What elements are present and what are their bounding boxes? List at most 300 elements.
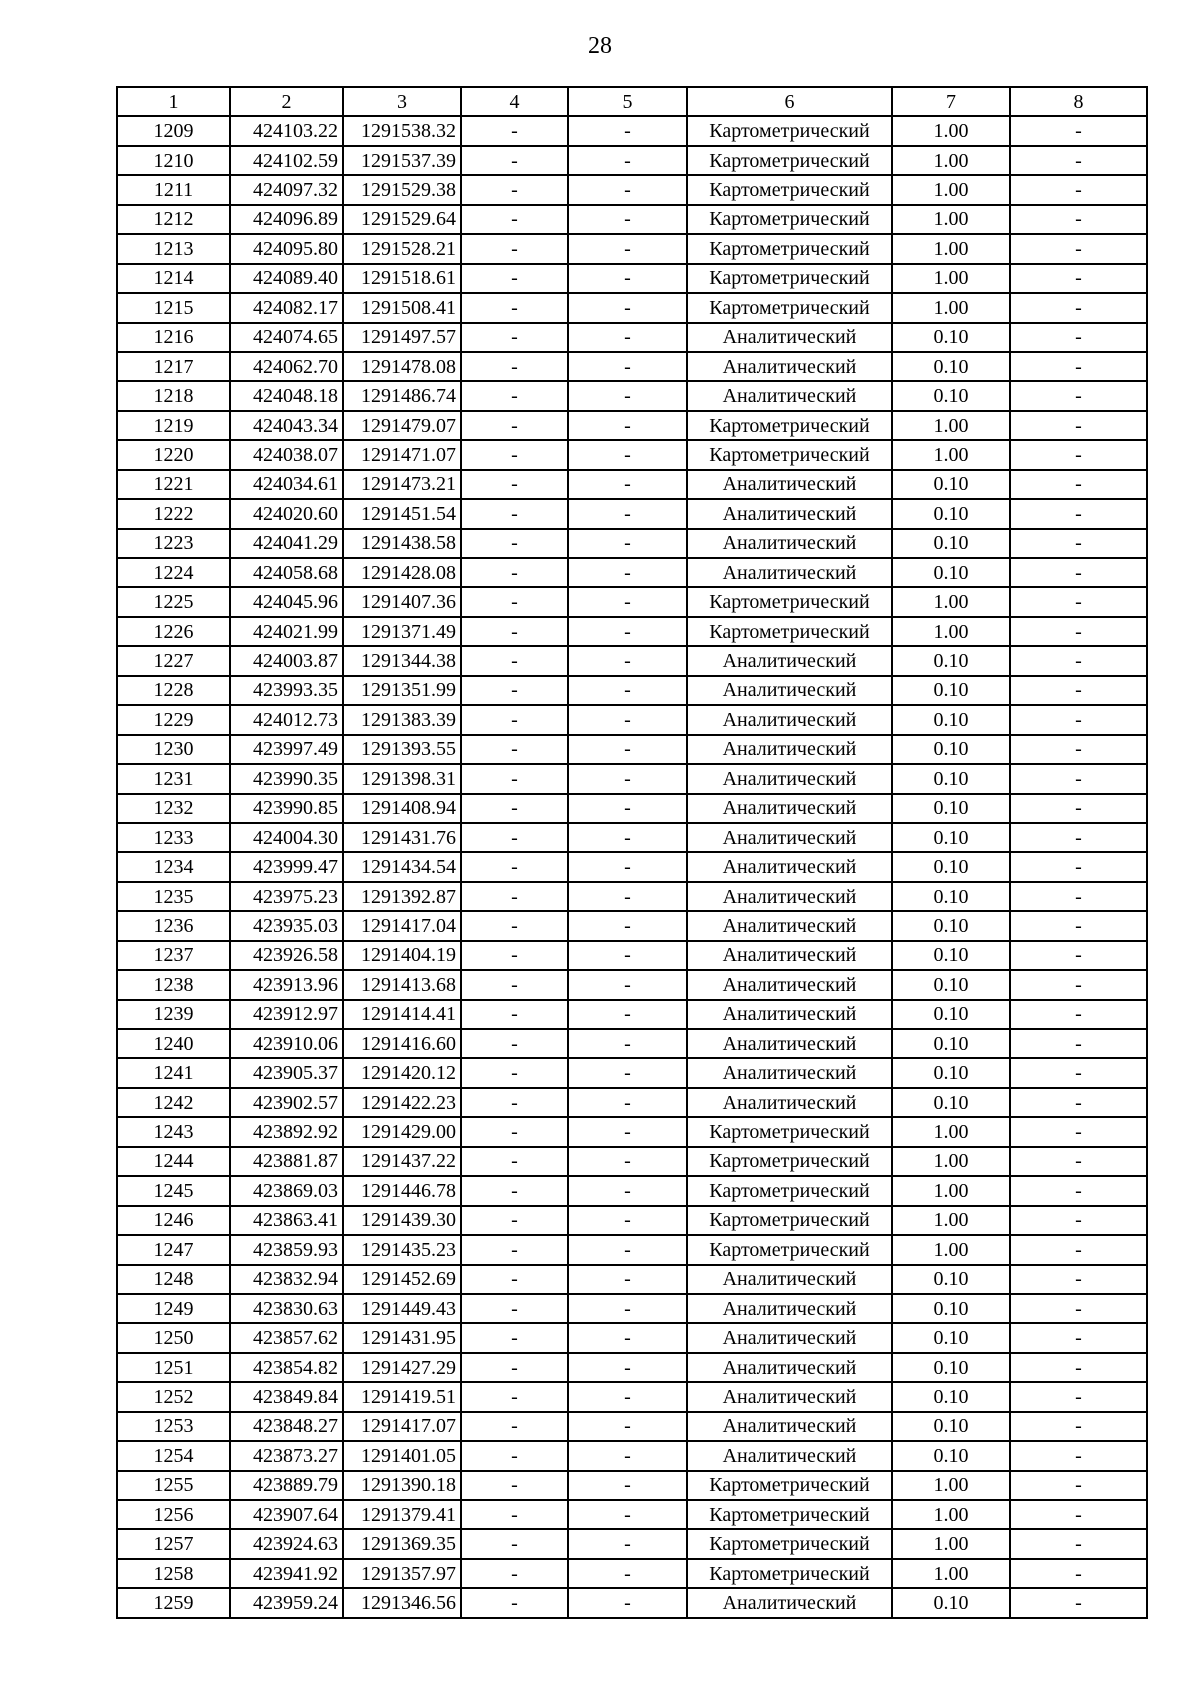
col4-cell: - bbox=[461, 1294, 568, 1323]
x-coordinate-cell: 423905.37 bbox=[230, 1058, 343, 1087]
method-cell: Аналитический bbox=[687, 911, 892, 940]
col8-cell: - bbox=[1010, 764, 1147, 793]
x-coordinate-cell: 423859.93 bbox=[230, 1235, 343, 1264]
table-row bbox=[117, 1500, 1147, 1529]
point-number-cell: 1245 bbox=[117, 1176, 230, 1205]
col5-cell: - bbox=[568, 823, 687, 852]
point-number-cell: 1253 bbox=[117, 1412, 230, 1441]
col8-cell: - bbox=[1010, 646, 1147, 675]
col4-cell: - bbox=[461, 1088, 568, 1117]
table-row bbox=[117, 1529, 1147, 1558]
y-coordinate-cell: 1291420.12 bbox=[343, 1058, 461, 1087]
y-coordinate-cell: 1291529.38 bbox=[343, 175, 461, 204]
y-coordinate-cell: 1291379.41 bbox=[343, 1500, 461, 1529]
x-coordinate-cell: 424082.17 bbox=[230, 293, 343, 322]
table-row bbox=[117, 1029, 1147, 1058]
method-cell: Картометрический bbox=[687, 116, 892, 145]
point-number-cell: 1224 bbox=[117, 558, 230, 587]
accuracy-cell: 1.00 bbox=[892, 116, 1010, 145]
accuracy-cell: 0.10 bbox=[892, 970, 1010, 999]
col4-cell: - bbox=[461, 1353, 568, 1382]
point-number-cell: 1215 bbox=[117, 293, 230, 322]
col5-cell: - bbox=[568, 1529, 687, 1558]
col8-cell: - bbox=[1010, 794, 1147, 823]
table-row bbox=[117, 1294, 1147, 1323]
accuracy-cell: 1.00 bbox=[892, 587, 1010, 616]
table-body bbox=[117, 116, 1147, 1617]
table-row bbox=[117, 1471, 1147, 1500]
y-coordinate-cell: 1291414.41 bbox=[343, 1000, 461, 1029]
x-coordinate-cell: 423910.06 bbox=[230, 1029, 343, 1058]
col8-cell: - bbox=[1010, 1088, 1147, 1117]
y-coordinate-cell: 1291371.49 bbox=[343, 617, 461, 646]
col5-cell: - bbox=[568, 293, 687, 322]
x-coordinate-cell: 423854.82 bbox=[230, 1353, 343, 1382]
accuracy-cell: 1.00 bbox=[892, 1147, 1010, 1176]
method-cell: Аналитический bbox=[687, 970, 892, 999]
method-cell: Аналитический bbox=[687, 1000, 892, 1029]
y-coordinate-cell: 1291446.78 bbox=[343, 1176, 461, 1205]
x-coordinate-cell: 423941.92 bbox=[230, 1559, 343, 1588]
col5-cell: - bbox=[568, 764, 687, 793]
x-coordinate-cell: 423830.63 bbox=[230, 1294, 343, 1323]
table-row bbox=[117, 587, 1147, 616]
col4-cell: - bbox=[461, 499, 568, 528]
col4-cell: - bbox=[461, 1500, 568, 1529]
col5-cell: - bbox=[568, 1559, 687, 1588]
col8-cell: - bbox=[1010, 970, 1147, 999]
col8-cell: - bbox=[1010, 352, 1147, 381]
col4-cell: - bbox=[461, 1147, 568, 1176]
col4-cell: - bbox=[461, 440, 568, 469]
method-cell: Аналитический bbox=[687, 646, 892, 675]
col5-cell: - bbox=[568, 1176, 687, 1205]
col4-cell: - bbox=[461, 823, 568, 852]
point-number-cell: 1209 bbox=[117, 116, 230, 145]
method-cell: Аналитический bbox=[687, 1323, 892, 1352]
method-cell: Аналитический bbox=[687, 764, 892, 793]
y-coordinate-cell: 1291417.07 bbox=[343, 1412, 461, 1441]
table-row bbox=[117, 1588, 1147, 1617]
table-row bbox=[117, 794, 1147, 823]
point-number-cell: 1235 bbox=[117, 882, 230, 911]
method-cell: Аналитический bbox=[687, 823, 892, 852]
col5-cell: - bbox=[568, 941, 687, 970]
table-row bbox=[117, 352, 1147, 381]
y-coordinate-cell: 1291429.00 bbox=[343, 1117, 461, 1146]
col8-cell: - bbox=[1010, 1000, 1147, 1029]
table-row bbox=[117, 1382, 1147, 1411]
y-coordinate-cell: 1291537.39 bbox=[343, 146, 461, 175]
point-number-cell: 1251 bbox=[117, 1353, 230, 1382]
table-row bbox=[117, 1117, 1147, 1146]
x-coordinate-cell: 424021.99 bbox=[230, 617, 343, 646]
accuracy-cell: 0.10 bbox=[892, 558, 1010, 587]
x-coordinate-cell: 423832.94 bbox=[230, 1265, 343, 1294]
table-row bbox=[117, 1088, 1147, 1117]
x-coordinate-cell: 424034.61 bbox=[230, 470, 343, 499]
column-header-3: 3 bbox=[343, 87, 461, 116]
col5-cell: - bbox=[568, 1500, 687, 1529]
method-cell: Аналитический bbox=[687, 794, 892, 823]
method-cell: Картометрический bbox=[687, 205, 892, 234]
col5-cell: - bbox=[568, 1235, 687, 1264]
col8-cell: - bbox=[1010, 705, 1147, 734]
accuracy-cell: 1.00 bbox=[892, 1529, 1010, 1558]
x-coordinate-cell: 424038.07 bbox=[230, 440, 343, 469]
table-row bbox=[117, 1265, 1147, 1294]
y-coordinate-cell: 1291435.23 bbox=[343, 1235, 461, 1264]
table-row bbox=[117, 293, 1147, 322]
point-number-cell: 1242 bbox=[117, 1088, 230, 1117]
y-coordinate-cell: 1291508.41 bbox=[343, 293, 461, 322]
col4-cell: - bbox=[461, 970, 568, 999]
accuracy-cell: 0.10 bbox=[892, 1323, 1010, 1352]
col4-cell: - bbox=[461, 1529, 568, 1558]
col4-cell: - bbox=[461, 1265, 568, 1294]
col5-cell: - bbox=[568, 1147, 687, 1176]
col4-cell: - bbox=[461, 705, 568, 734]
col4-cell: - bbox=[461, 852, 568, 881]
y-coordinate-cell: 1291479.07 bbox=[343, 411, 461, 440]
x-coordinate-cell: 424103.22 bbox=[230, 116, 343, 145]
col4-cell: - bbox=[461, 1058, 568, 1087]
y-coordinate-cell: 1291473.21 bbox=[343, 470, 461, 499]
table-row bbox=[117, 911, 1147, 940]
method-cell: Аналитический bbox=[687, 529, 892, 558]
x-coordinate-cell: 423857.62 bbox=[230, 1323, 343, 1352]
col5-cell: - bbox=[568, 587, 687, 616]
table-row bbox=[117, 1206, 1147, 1235]
col5-cell: - bbox=[568, 175, 687, 204]
y-coordinate-cell: 1291449.43 bbox=[343, 1294, 461, 1323]
col4-cell: - bbox=[461, 352, 568, 381]
y-coordinate-cell: 1291393.55 bbox=[343, 735, 461, 764]
accuracy-cell: 0.10 bbox=[892, 705, 1010, 734]
col5-cell: - bbox=[568, 1058, 687, 1087]
method-cell: Картометрический bbox=[687, 1529, 892, 1558]
method-cell: Аналитический bbox=[687, 1029, 892, 1058]
col8-cell: - bbox=[1010, 470, 1147, 499]
col5-cell: - bbox=[568, 440, 687, 469]
col8-cell: - bbox=[1010, 882, 1147, 911]
accuracy-cell: 0.10 bbox=[892, 1353, 1010, 1382]
col8-cell: - bbox=[1010, 1206, 1147, 1235]
point-number-cell: 1219 bbox=[117, 411, 230, 440]
col5-cell: - bbox=[568, 1412, 687, 1441]
x-coordinate-cell: 423924.63 bbox=[230, 1529, 343, 1558]
table-row bbox=[117, 1412, 1147, 1441]
table-row bbox=[117, 1000, 1147, 1029]
col5-cell: - bbox=[568, 1088, 687, 1117]
col8-cell: - bbox=[1010, 676, 1147, 705]
col8-cell: - bbox=[1010, 1176, 1147, 1205]
x-coordinate-cell: 423926.58 bbox=[230, 941, 343, 970]
col8-cell: - bbox=[1010, 1353, 1147, 1382]
y-coordinate-cell: 1291408.94 bbox=[343, 794, 461, 823]
col8-cell: - bbox=[1010, 1588, 1147, 1617]
table-row bbox=[117, 705, 1147, 734]
table-row bbox=[117, 146, 1147, 175]
col5-cell: - bbox=[568, 1000, 687, 1029]
point-number-cell: 1230 bbox=[117, 735, 230, 764]
point-number-cell: 1232 bbox=[117, 794, 230, 823]
method-cell: Аналитический bbox=[687, 1058, 892, 1087]
col8-cell: - bbox=[1010, 234, 1147, 263]
col8-cell: - bbox=[1010, 911, 1147, 940]
column-header-7: 7 bbox=[892, 87, 1010, 116]
y-coordinate-cell: 1291383.39 bbox=[343, 705, 461, 734]
accuracy-cell: 1.00 bbox=[892, 1235, 1010, 1264]
point-number-cell: 1231 bbox=[117, 764, 230, 793]
y-coordinate-cell: 1291452.69 bbox=[343, 1265, 461, 1294]
accuracy-cell: 0.10 bbox=[892, 735, 1010, 764]
point-number-cell: 1247 bbox=[117, 1235, 230, 1264]
y-coordinate-cell: 1291422.23 bbox=[343, 1088, 461, 1117]
col5-cell: - bbox=[568, 1471, 687, 1500]
table-row bbox=[117, 234, 1147, 263]
y-coordinate-cell: 1291417.04 bbox=[343, 911, 461, 940]
accuracy-cell: 0.10 bbox=[892, 1058, 1010, 1087]
col5-cell: - bbox=[568, 911, 687, 940]
y-coordinate-cell: 1291451.54 bbox=[343, 499, 461, 528]
y-coordinate-cell: 1291434.54 bbox=[343, 852, 461, 881]
method-cell: Картометрический bbox=[687, 1147, 892, 1176]
x-coordinate-cell: 424095.80 bbox=[230, 234, 343, 263]
col4-cell: - bbox=[461, 1441, 568, 1470]
col5-cell: - bbox=[568, 558, 687, 587]
accuracy-cell: 0.10 bbox=[892, 470, 1010, 499]
accuracy-cell: 0.10 bbox=[892, 499, 1010, 528]
col5-cell: - bbox=[568, 470, 687, 499]
col8-cell: - bbox=[1010, 1147, 1147, 1176]
point-number-cell: 1213 bbox=[117, 234, 230, 263]
col5-cell: - bbox=[568, 1382, 687, 1411]
x-coordinate-cell: 423889.79 bbox=[230, 1471, 343, 1500]
col5-cell: - bbox=[568, 1588, 687, 1617]
table-row bbox=[117, 411, 1147, 440]
point-number-cell: 1217 bbox=[117, 352, 230, 381]
y-coordinate-cell: 1291413.68 bbox=[343, 970, 461, 999]
table-row bbox=[117, 882, 1147, 911]
col8-cell: - bbox=[1010, 440, 1147, 469]
point-number-cell: 1259 bbox=[117, 1588, 230, 1617]
table-row bbox=[117, 264, 1147, 293]
col4-cell: - bbox=[461, 1117, 568, 1146]
accuracy-cell: 0.10 bbox=[892, 794, 1010, 823]
col4-cell: - bbox=[461, 764, 568, 793]
point-number-cell: 1227 bbox=[117, 646, 230, 675]
x-coordinate-cell: 423975.23 bbox=[230, 882, 343, 911]
x-coordinate-cell: 424041.29 bbox=[230, 529, 343, 558]
y-coordinate-cell: 1291431.95 bbox=[343, 1323, 461, 1352]
col8-cell: - bbox=[1010, 411, 1147, 440]
accuracy-cell: 0.10 bbox=[892, 529, 1010, 558]
col5-cell: - bbox=[568, 1353, 687, 1382]
method-cell: Аналитический bbox=[687, 558, 892, 587]
point-number-cell: 1241 bbox=[117, 1058, 230, 1087]
method-cell: Картометрический bbox=[687, 293, 892, 322]
accuracy-cell: 0.10 bbox=[892, 823, 1010, 852]
method-cell: Картометрический bbox=[687, 1471, 892, 1500]
col8-cell: - bbox=[1010, 823, 1147, 852]
point-number-cell: 1221 bbox=[117, 470, 230, 499]
method-cell: Аналитический bbox=[687, 1294, 892, 1323]
accuracy-cell: 0.10 bbox=[892, 941, 1010, 970]
point-number-cell: 1220 bbox=[117, 440, 230, 469]
col8-cell: - bbox=[1010, 587, 1147, 616]
col4-cell: - bbox=[461, 587, 568, 616]
col8-cell: - bbox=[1010, 293, 1147, 322]
accuracy-cell: 1.00 bbox=[892, 175, 1010, 204]
method-cell: Аналитический bbox=[687, 1412, 892, 1441]
col5-cell: - bbox=[568, 1117, 687, 1146]
point-number-cell: 1254 bbox=[117, 1441, 230, 1470]
method-cell: Картометрический bbox=[687, 146, 892, 175]
point-number-cell: 1248 bbox=[117, 1265, 230, 1294]
y-coordinate-cell: 1291439.30 bbox=[343, 1206, 461, 1235]
accuracy-cell: 0.10 bbox=[892, 1412, 1010, 1441]
x-coordinate-cell: 423869.03 bbox=[230, 1176, 343, 1205]
x-coordinate-cell: 423881.87 bbox=[230, 1147, 343, 1176]
accuracy-cell: 0.10 bbox=[892, 323, 1010, 352]
table-row bbox=[117, 764, 1147, 793]
col5-cell: - bbox=[568, 1294, 687, 1323]
col8-cell: - bbox=[1010, 323, 1147, 352]
x-coordinate-cell: 424102.59 bbox=[230, 146, 343, 175]
y-coordinate-cell: 1291369.35 bbox=[343, 1529, 461, 1558]
x-coordinate-cell: 423935.03 bbox=[230, 911, 343, 940]
accuracy-cell: 1.00 bbox=[892, 293, 1010, 322]
y-coordinate-cell: 1291344.38 bbox=[343, 646, 461, 675]
point-number-cell: 1212 bbox=[117, 205, 230, 234]
col8-cell: - bbox=[1010, 1500, 1147, 1529]
x-coordinate-cell: 423848.27 bbox=[230, 1412, 343, 1441]
table-row bbox=[117, 499, 1147, 528]
x-coordinate-cell: 423849.84 bbox=[230, 1382, 343, 1411]
x-coordinate-cell: 424004.30 bbox=[230, 823, 343, 852]
x-coordinate-cell: 423873.27 bbox=[230, 1441, 343, 1470]
method-cell: Картометрический bbox=[687, 1117, 892, 1146]
x-coordinate-cell: 424003.87 bbox=[230, 646, 343, 675]
y-coordinate-cell: 1291404.19 bbox=[343, 941, 461, 970]
y-coordinate-cell: 1291392.87 bbox=[343, 882, 461, 911]
method-cell: Аналитический bbox=[687, 1382, 892, 1411]
col5-cell: - bbox=[568, 794, 687, 823]
point-number-cell: 1228 bbox=[117, 676, 230, 705]
col5-cell: - bbox=[568, 116, 687, 145]
y-coordinate-cell: 1291416.60 bbox=[343, 1029, 461, 1058]
method-cell: Картометрический bbox=[687, 234, 892, 263]
x-coordinate-cell: 423892.92 bbox=[230, 1117, 343, 1146]
col4-cell: - bbox=[461, 146, 568, 175]
col4-cell: - bbox=[461, 175, 568, 204]
y-coordinate-cell: 1291529.64 bbox=[343, 205, 461, 234]
method-cell: Аналитический bbox=[687, 852, 892, 881]
method-cell: Аналитический bbox=[687, 1265, 892, 1294]
col8-cell: - bbox=[1010, 264, 1147, 293]
x-coordinate-cell: 424074.65 bbox=[230, 323, 343, 352]
method-cell: Аналитический bbox=[687, 1588, 892, 1617]
table-row bbox=[117, 970, 1147, 999]
table-row bbox=[117, 1147, 1147, 1176]
col4-cell: - bbox=[461, 941, 568, 970]
x-coordinate-cell: 424058.68 bbox=[230, 558, 343, 587]
method-cell: Аналитический bbox=[687, 470, 892, 499]
col8-cell: - bbox=[1010, 529, 1147, 558]
coordinates-table bbox=[116, 86, 1148, 1619]
y-coordinate-cell: 1291538.32 bbox=[343, 116, 461, 145]
table-row bbox=[117, 558, 1147, 587]
col4-cell: - bbox=[461, 205, 568, 234]
point-number-cell: 1223 bbox=[117, 529, 230, 558]
point-number-cell: 1218 bbox=[117, 381, 230, 410]
accuracy-cell: 1.00 bbox=[892, 146, 1010, 175]
method-cell: Картометрический bbox=[687, 1559, 892, 1588]
col4-cell: - bbox=[461, 1471, 568, 1500]
col4-cell: - bbox=[461, 882, 568, 911]
point-number-cell: 1238 bbox=[117, 970, 230, 999]
x-coordinate-cell: 424012.73 bbox=[230, 705, 343, 734]
point-number-cell: 1226 bbox=[117, 617, 230, 646]
col4-cell: - bbox=[461, 293, 568, 322]
accuracy-cell: 0.10 bbox=[892, 1000, 1010, 1029]
point-number-cell: 1234 bbox=[117, 852, 230, 881]
x-coordinate-cell: 423907.64 bbox=[230, 1500, 343, 1529]
col8-cell: - bbox=[1010, 852, 1147, 881]
column-header-2: 2 bbox=[230, 87, 343, 116]
table-row bbox=[117, 323, 1147, 352]
col5-cell: - bbox=[568, 882, 687, 911]
column-header-4: 4 bbox=[461, 87, 568, 116]
method-cell: Аналитический bbox=[687, 1088, 892, 1117]
x-coordinate-cell: 423990.85 bbox=[230, 794, 343, 823]
y-coordinate-cell: 1291528.21 bbox=[343, 234, 461, 263]
point-number-cell: 1222 bbox=[117, 499, 230, 528]
x-coordinate-cell: 424097.32 bbox=[230, 175, 343, 204]
col8-cell: - bbox=[1010, 1323, 1147, 1352]
accuracy-cell: 0.10 bbox=[892, 1294, 1010, 1323]
col4-cell: - bbox=[461, 470, 568, 499]
table-row bbox=[117, 1353, 1147, 1382]
table-row bbox=[117, 1058, 1147, 1087]
point-number-cell: 1243 bbox=[117, 1117, 230, 1146]
point-number-cell: 1236 bbox=[117, 911, 230, 940]
col5-cell: - bbox=[568, 234, 687, 263]
method-cell: Картометрический bbox=[687, 1176, 892, 1205]
y-coordinate-cell: 1291437.22 bbox=[343, 1147, 461, 1176]
col8-cell: - bbox=[1010, 205, 1147, 234]
x-coordinate-cell: 424096.89 bbox=[230, 205, 343, 234]
col8-cell: - bbox=[1010, 1265, 1147, 1294]
col8-cell: - bbox=[1010, 617, 1147, 646]
accuracy-cell: 0.10 bbox=[892, 911, 1010, 940]
col5-cell: - bbox=[568, 352, 687, 381]
accuracy-cell: 1.00 bbox=[892, 234, 1010, 263]
method-cell: Аналитический bbox=[687, 941, 892, 970]
x-coordinate-cell: 424043.34 bbox=[230, 411, 343, 440]
method-cell: Аналитический bbox=[687, 499, 892, 528]
col8-cell: - bbox=[1010, 1294, 1147, 1323]
col4-cell: - bbox=[461, 1559, 568, 1588]
col4-cell: - bbox=[461, 1412, 568, 1441]
col5-cell: - bbox=[568, 852, 687, 881]
accuracy-cell: 1.00 bbox=[892, 1471, 1010, 1500]
x-coordinate-cell: 424045.96 bbox=[230, 587, 343, 616]
x-coordinate-cell: 424048.18 bbox=[230, 381, 343, 410]
col5-cell: - bbox=[568, 323, 687, 352]
page-number: 28 bbox=[588, 33, 612, 59]
